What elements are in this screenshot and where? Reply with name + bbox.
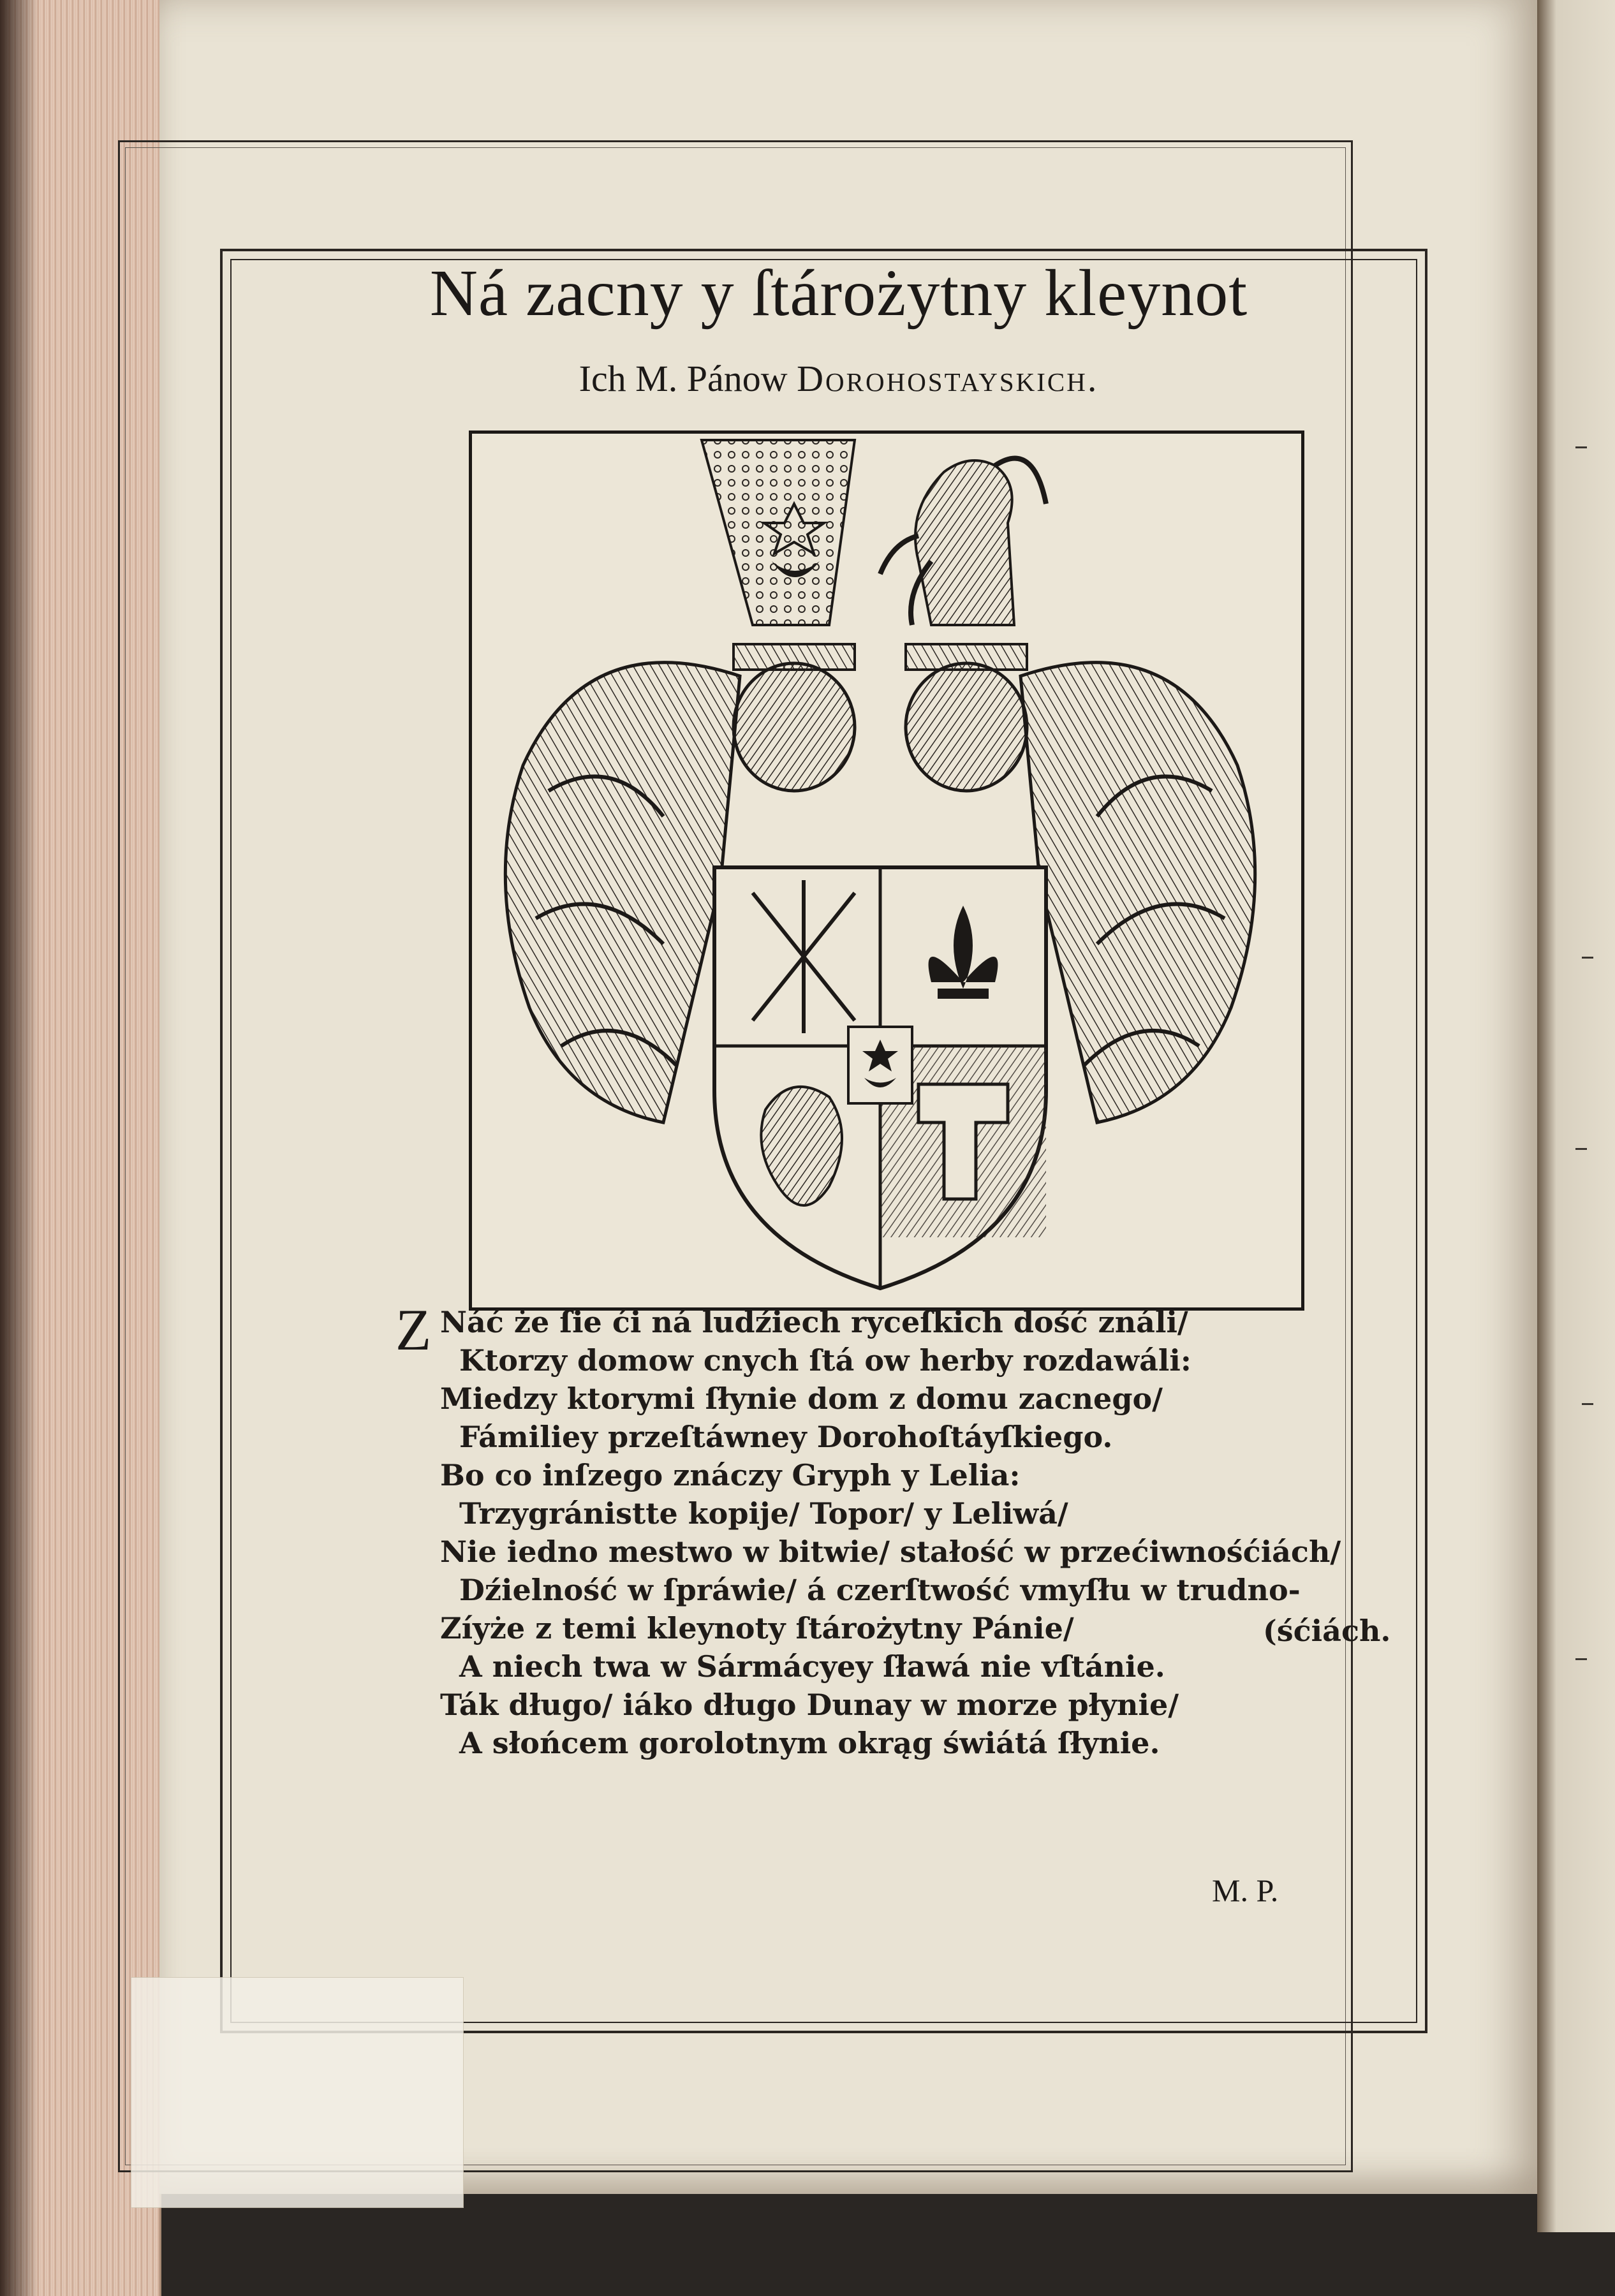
poem-trailing-word: (śćiách.	[1263, 1614, 1391, 1648]
signature: M. P.	[1212, 1873, 1279, 1908]
right-crest-goat	[915, 460, 1014, 625]
poem-line: Bo co inſzego znáczy Gryph y Lelia:	[440, 1458, 1021, 1492]
poem-line: A słońcem gorolotnym okrąg świátá ſłynie.	[459, 1726, 1160, 1760]
left-mantling	[505, 663, 740, 1122]
poem-line: Zíyże z temi kleynoty ſtárożytny Pánie/	[440, 1611, 1074, 1645]
right-mantling	[1021, 663, 1255, 1122]
poem-dropcap: Z	[395, 1297, 432, 1362]
page-subtitle	[281, 357, 1397, 400]
subtitle-prefix: Ich M. Pánow	[579, 358, 788, 399]
coat-of-arms-woodcut	[469, 430, 1304, 1311]
poem-line: Ták długo/ iáko długo Dunay w morze płynie/	[440, 1688, 1179, 1722]
page-edge-shadow	[0, 0, 38, 2296]
paper-label-patch	[131, 1977, 464, 2208]
page-title: Ná zacny y ſtárożytny kleynot	[429, 256, 1248, 330]
next-page-strip	[1537, 0, 1615, 2232]
poem-line: Náć że ſie ći ná ludźiech ryceſkich dość ználi/	[440, 1305, 1188, 1339]
coat-of-arms-icon	[472, 434, 1301, 1307]
poem-line: Miedzy ktorymi ſłynie dom z domu zacnego/	[440, 1381, 1163, 1416]
poem-line: Nie iedno mestwo w bitwie/ stałość w przećiwnośćiách/	[440, 1534, 1341, 1569]
poem-line: Fámiliey przeſtáwney Dorohoſtáyſkiego.	[459, 1420, 1113, 1454]
subtitle-family-name: Dorohostayskich.	[797, 358, 1099, 399]
poem-line: Dźielność w ſpráwie/ á czerſtwość vmyſłu w trudno-	[459, 1573, 1301, 1607]
poem-line: Ktorzy domow cnych ſtá ow herby rozdawáli:	[459, 1343, 1191, 1378]
poem-line: A niech twa w Sármácyey ſławá nie vſtánie.	[459, 1649, 1165, 1684]
poem-line: Trzygránistte kopije/ Topor/ y Leliwá/	[459, 1496, 1068, 1531]
